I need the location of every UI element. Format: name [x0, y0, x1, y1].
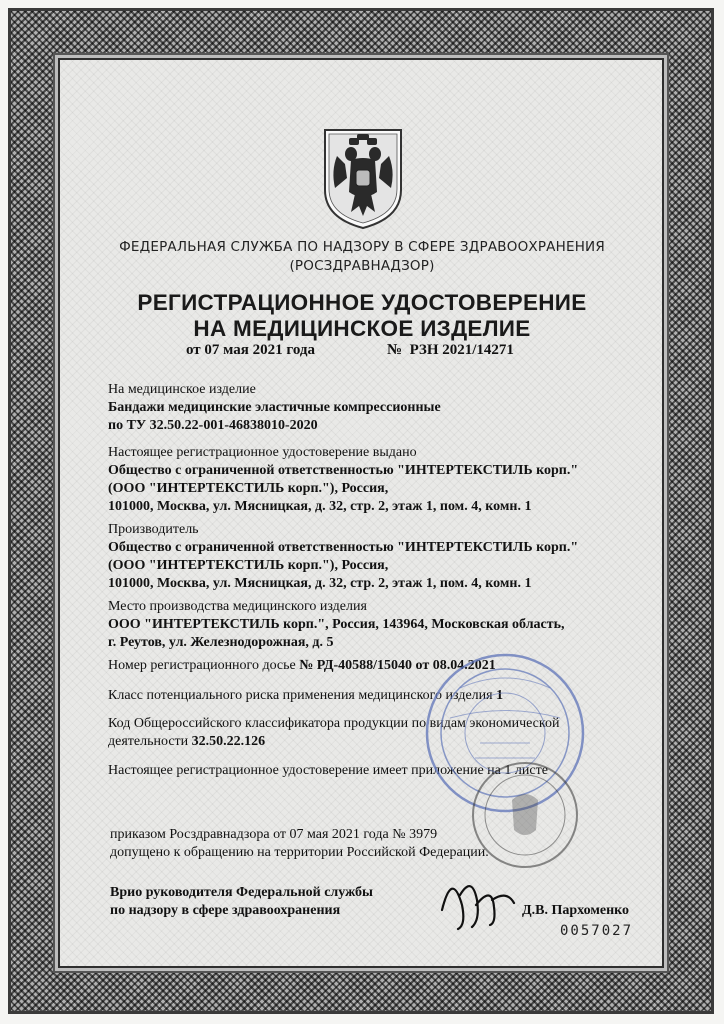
agency-abbreviation: (РОСЗДРАВНАДЗОР)	[289, 258, 435, 274]
document-subtitle: НА МЕДИЦИНСКОЕ ИЗДЕЛИЕ	[193, 316, 531, 341]
issued-to-line2: (ООО "ИНТЕРТЕКСТИЛЬ корп."), Россия,	[108, 481, 389, 496]
appendix-note: Настоящее регистрационное удостоверение имеет приложение на 1 листе	[108, 763, 548, 778]
issue-date	[186, 342, 315, 359]
risk-class-value: 1	[496, 688, 504, 703]
handwritten-signature	[432, 865, 522, 935]
order-line2: допущено к обращению на территории Российской Федерации.	[110, 845, 489, 860]
manufacturer-line2: (ООО "ИНТЕРТЕКСТИЛЬ корп."), Россия,	[108, 558, 389, 573]
manufacturer-line1: Общество с ограниченной ответственностью "ИНТЕРТЕКСТИЛЬ корп."	[108, 540, 579, 555]
issued-to-line3: 101000, Москва, ул. Мясницкая, д. 32, стр. 2, этаж 1, пом. 4, комн. 1	[108, 499, 532, 514]
serial-number: 0057027	[560, 923, 634, 939]
production-site-label: Место производства медицинского изделия	[108, 599, 367, 614]
dossier-label: Номер регистрационного досье	[108, 658, 296, 673]
agency-name: ФЕДЕРАЛЬНАЯ СЛУЖБА ПО НАДЗОРУ В СФЕРЕ ЗДРАВООХРАНЕНИЯ	[119, 239, 605, 255]
registration-number-value: РЗН 2021/14271	[409, 342, 514, 358]
coat-of-arms-emblem	[321, 126, 405, 230]
issue-date-prefix: от	[186, 342, 201, 358]
device-name: Бандажи медицинские эластичные компрессионные	[108, 400, 441, 415]
signatory-title-line1: Врио руководителя Федеральной службы	[110, 885, 373, 900]
signatory-title-line2: по надзору в сфере здравоохранения	[110, 903, 341, 918]
signatory-name	[522, 902, 629, 920]
okp-label-2: деятельности	[108, 734, 189, 749]
manufacturer-label: Производитель	[108, 522, 199, 537]
dossier-value: № РД-40588/15040 от 08.04.2021	[299, 658, 496, 673]
issued-to-label: Настоящее регистрационное удостоверение выдано	[108, 445, 417, 460]
issue-date-value: 07 мая 2021 года	[204, 342, 315, 358]
order-line1: приказом Росздравнадзора от 07 мая 2021 года № 3979	[110, 827, 438, 842]
order-section	[110, 826, 489, 862]
okp-value: 32.50.22.126	[191, 734, 266, 749]
manufacturer-line3: 101000, Москва, ул. Мясницкая, д. 32, стр. 2, этаж 1, пом. 4, комн. 1	[108, 576, 532, 591]
production-site-section	[108, 598, 565, 652]
registration-number-prefix: №	[387, 342, 403, 358]
signatory-name-value: Д.В. Пархоменко	[522, 903, 630, 918]
risk-class-label: Класс потенциального риска применения медицинского изделия	[108, 688, 493, 703]
device-label: На медицинское изделие	[108, 382, 256, 397]
device-section	[108, 381, 441, 435]
signatory-title	[110, 884, 373, 920]
seal-imprint	[450, 760, 600, 870]
manufacturer-section	[108, 521, 578, 593]
device-spec: по ТУ 32.50.22-001-46838010-2020	[108, 418, 318, 433]
production-site-line2: г. Реутов, ул. Железнодорожная, д. 5	[108, 635, 334, 650]
registration-number	[387, 342, 514, 359]
issued-to-line1: Общество с ограниченной ответственностью "ИНТЕРТЕКСТИЛЬ корп."	[108, 463, 579, 478]
document-title: РЕГИСТРАЦИОННОЕ УДОСТОВЕРЕНИЕ	[137, 290, 587, 315]
okp-label: Код Общероссийского классификатора продукции по видам экономической	[108, 716, 560, 731]
production-site-line1: ООО "ИНТЕРТЕКСТИЛЬ корп.", Россия, 143964, Московская область,	[108, 617, 565, 632]
issued-to-section	[108, 444, 578, 516]
